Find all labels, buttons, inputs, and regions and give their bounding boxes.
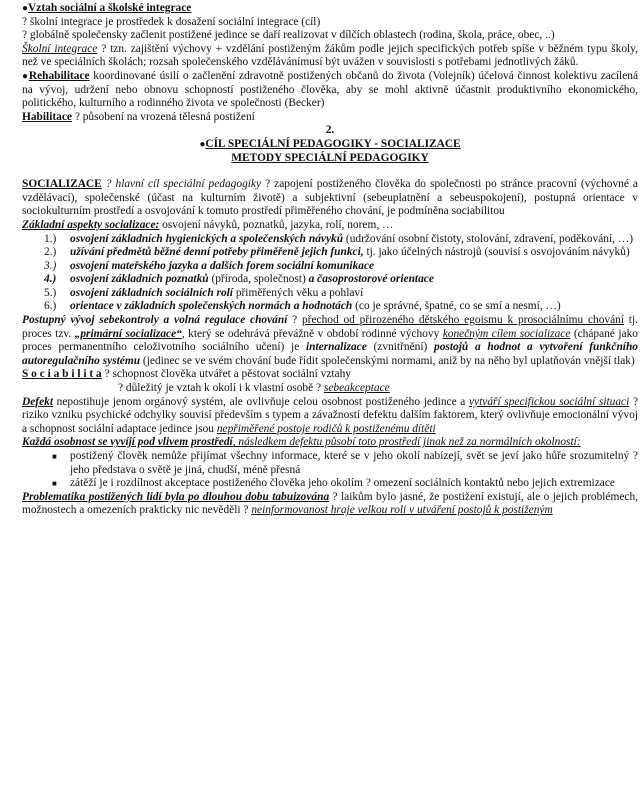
list-item: 2.) užívání předmětů běžné denní potřeby přiměřeně jejich funkci, tj. jako účelných nástrojů (souvisí s osvojováním návyků)	[44, 246, 630, 259]
term: Defekt	[22, 395, 53, 408]
list-item: 1.) osvojení základních hygienických a společenských návyků (udržování osobní čistoty, stolování, zdravení, poděkování, …)	[44, 232, 634, 245]
term: S o c i a b i l i t a	[22, 368, 102, 381]
term: Habilitace	[22, 110, 72, 123]
term: Školní integrace	[22, 42, 98, 55]
bullet-icon	[22, 70, 29, 82]
paragraph-sociability: S o c i a b i l i t a ? schopnost člověka utvářet a pěstovat sociální vztahy	[22, 368, 351, 381]
paragraph-aspects: Základní aspekty socializace: osvojení návyků, poznatků, jazyka, rolí, norem, …	[22, 218, 394, 231]
term: Rehabilitace	[28, 69, 90, 82]
paragraph-defect: Defekt nepostihuje jenom orgánový systém, ale ovlivňuje celou osobnost postiženého jedince a vytváří specifickou sociální situaci ? riziko vzniku psychické odchylky souvisí především s typem a závažností defektu dalším faktorem, který ovlivňuje emocionální vývoj a schopnost sociální adaptace jedince jsou nepřiměřené postoje rodičů k postiženému dítěti	[22, 395, 638, 435]
term: SOCIALIZACE	[22, 178, 102, 191]
paragraph-habilitation: Habilitace ? působení na vrozená tělesná postižení	[22, 110, 255, 123]
environment-list	[22, 450, 638, 491]
paragraph-environment: Každá osobnost se vyvíjí pod vlivem prostředí, následkem defektu působí toto prostředí jinak než za normálních okolností:	[22, 436, 581, 449]
list-item: ■ postižený člověk nemůže přijímat všechny informace, které se v jeho okolí nabízejí, svět se jeví jako hůře srozumitelný ? jeho představa o světě je jiná, chudší, méně přesná	[22, 450, 638, 477]
paragraph: ? globálně společensky začlenit postižené jedince se daří realizovat v dílčích oblastech (rodina, škola, práce, obec, ..)	[22, 29, 555, 42]
paragraph-sociability-note: ? důležitý je vztah k okolí i k vlastní osobě ? sebeakceptace	[118, 382, 390, 395]
list-item: 3.) osvojení mateřského jazyka a dalších forem sociální komunikace	[44, 259, 375, 272]
section-number: 2.	[325, 124, 335, 137]
list-item: 6.) orientace v základních společenských normách a hodnotách (co je správné, špatné, co se smí a nesmí, …)	[44, 300, 561, 313]
paragraph-taboo: Problematika postižených lidí byla po dlouhou dobu tabuizována ? laikům bylo jasné, že postižení existují, ale o jejich problémech, možnostech a omezeních prakticky nic nevěděli ? neinformovanost hraje velkou roli v utváření postojů k postiženým	[22, 490, 639, 517]
paragraph-school-integration: Školní integrace ? tzn. zajištění výchovy + vzdělání postiženým žákům podle jejich specifických potřeb spíše v běžném typu školy, než ve speciálních školách; rozsah společenského vzdělávánímusí být uvážen v souvislosti s potřebami jednotlivých žáků.	[22, 42, 638, 69]
list-item: ■ zátěží je i rozdílnost akceptace postiženého člověka jeho okolím ? omezení sociálních kontaktů nebo jejich extremizace	[22, 477, 638, 491]
section-subtitle: METODY SPECIÁLNÍ PEDAGOGIKY	[231, 151, 429, 164]
list-item: 4.) osvojení základních poznatků (příroda, společnost) a časoprostorové orientace	[44, 273, 434, 286]
section-title: ● CÍL SPECIÁLNÍ PEDAGOGIKY - SOCIALIZACE	[22, 138, 638, 152]
paragraph: ? školní integrace je prostředek k dosažení sociální integrace (cíl)	[22, 15, 321, 28]
list-item: 5.) osvojení základních sociálních rolí přiměřených věku a pohlaví	[44, 286, 364, 299]
section-heading-integration: ● Vztah sociální a školské integrace	[22, 2, 638, 16]
paragraph-socialization: SOCIALIZACE ? hlavní cíl speciální pedagogiky ? zapojení postiženého člověka do společnosti po stránce pracovní (výchovné a vzdělávací), společenské (účast na kulturním životě) a subjektivní (sebeuplatnění a sebeuspokojení), postupná orientace v sociokulturním prostředí a osvojování k tomuto prostředí přiměřeného chování, je podmíněna sociabilitou	[22, 178, 638, 218]
paragraph-rehabilitation: ● Rehabilitace koordinované úsilí o začlenění zdravotně postižených občanů do života (Volejník) účelová činnost kolektivu zacílená na vývoj, udržení nebo obnovu schopností postiženého člověka, aby se mohl aktivně účastnit produktivního ekonomického, politického, kulturního a rodinného života ve společnosti (Becker)	[22, 70, 638, 111]
paragraph-self-control: Postupný vývoj sebekontroly a volná regulace chování ? přechod od přirozeného dětského egoismu k prosociálnímu chování tj. proces tzv. „primární socializace“, který se odehrává převážně v období rodinné výchovy konečným cílem socializace (chápané jako proces permanentního celoživotního sociálního učení) je internalizace (zvnitřnění) postojů a hodnot a vytvoření funkčního autoregulačního systému (jedinec se ve svém chování bude řídit společenskými normami, aniž by na něho byl uplatňován vnější tlak)	[22, 314, 638, 367]
aspects-list	[22, 233, 638, 315]
